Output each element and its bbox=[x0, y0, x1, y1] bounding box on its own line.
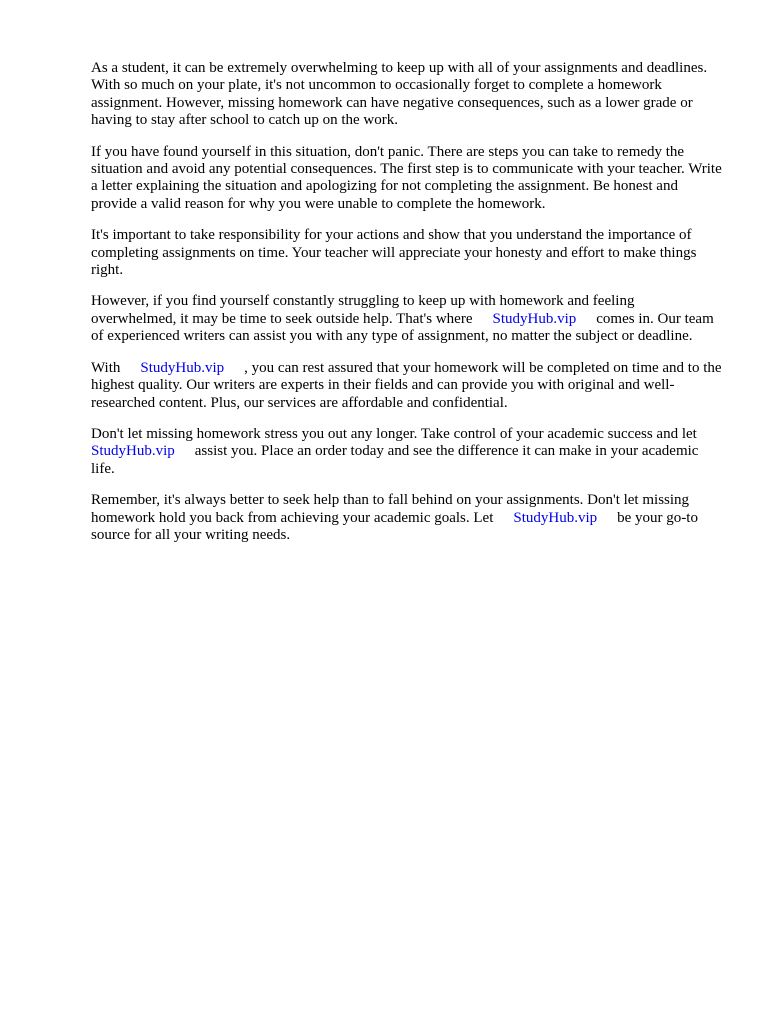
studyhub-link[interactable]: StudyHub.vip bbox=[140, 359, 225, 376]
paragraph-outside-help bbox=[91, 293, 723, 345]
paragraph-responsibility: It's important to take responsibility for your actions and show that you understand the importance of completing assignments on time. Your teacher will appreciate your honesty and effort to make things right. bbox=[91, 227, 697, 279]
paragraph-intro: As a student, it can be extremely overwhelming to keep up with all of your assignments and deadlines. With so much on your plate, it's not uncommon to occasionally forget to complete a homework assignment. However, missing homework can have negative consequences, such as a lower grade or having to stay after school to catch up on the work. bbox=[91, 60, 708, 129]
paragraph-steps: If you have found yourself in this situation, don't panic. There are steps you can take to remedy the situation and avoid any potential consequences. The first step is to communicate with your teacher. Write a letter explaining the situation and apologizing for not completing the assignment. Be honest and provide a valid reason for why you were unable to complete the homework. bbox=[91, 143, 722, 212]
paragraph-remember bbox=[91, 492, 723, 544]
paragraph-text: However, if you find yourself constantly struggling to keep up with homework and feeling overwhelmed, it may be time to seek outside help. That's where bbox=[91, 293, 635, 327]
studyhub-link[interactable]: StudyHub.vip bbox=[492, 310, 577, 327]
paragraph-quality bbox=[91, 360, 723, 412]
paragraph-text: Remember, it's always better to seek help than to fall behind on your assignments. Don't let missing homework hold you back from achieving your academic goals. Let bbox=[91, 492, 690, 526]
paragraph-take-control bbox=[91, 426, 723, 478]
studyhub-link[interactable]: StudyHub.vip bbox=[91, 443, 175, 460]
studyhub-link[interactable]: StudyHub.vip bbox=[513, 509, 598, 526]
paragraph-text: assist you. Place an order today and see the difference it can make in your academic life. bbox=[91, 443, 699, 477]
paragraph-text: , you can rest assured that your homework will be completed on time and to the highest quality. Our writers are experts in their fields and can provide you with original and well-researched content. Plus, our services are affordable and confidential. bbox=[91, 359, 722, 411]
paragraph-text: Don't let missing homework stress you out any longer. Take control of your academic success and let bbox=[91, 425, 697, 442]
document-page bbox=[91, 60, 723, 558]
paragraph-text: With bbox=[91, 359, 121, 376]
paragraph-text: be your go-to source for all your writing needs. bbox=[91, 509, 698, 543]
paragraph-text: comes in. Our team of experienced writers can assist you with any type of assignment, no matter the subject or deadline. bbox=[91, 310, 714, 345]
